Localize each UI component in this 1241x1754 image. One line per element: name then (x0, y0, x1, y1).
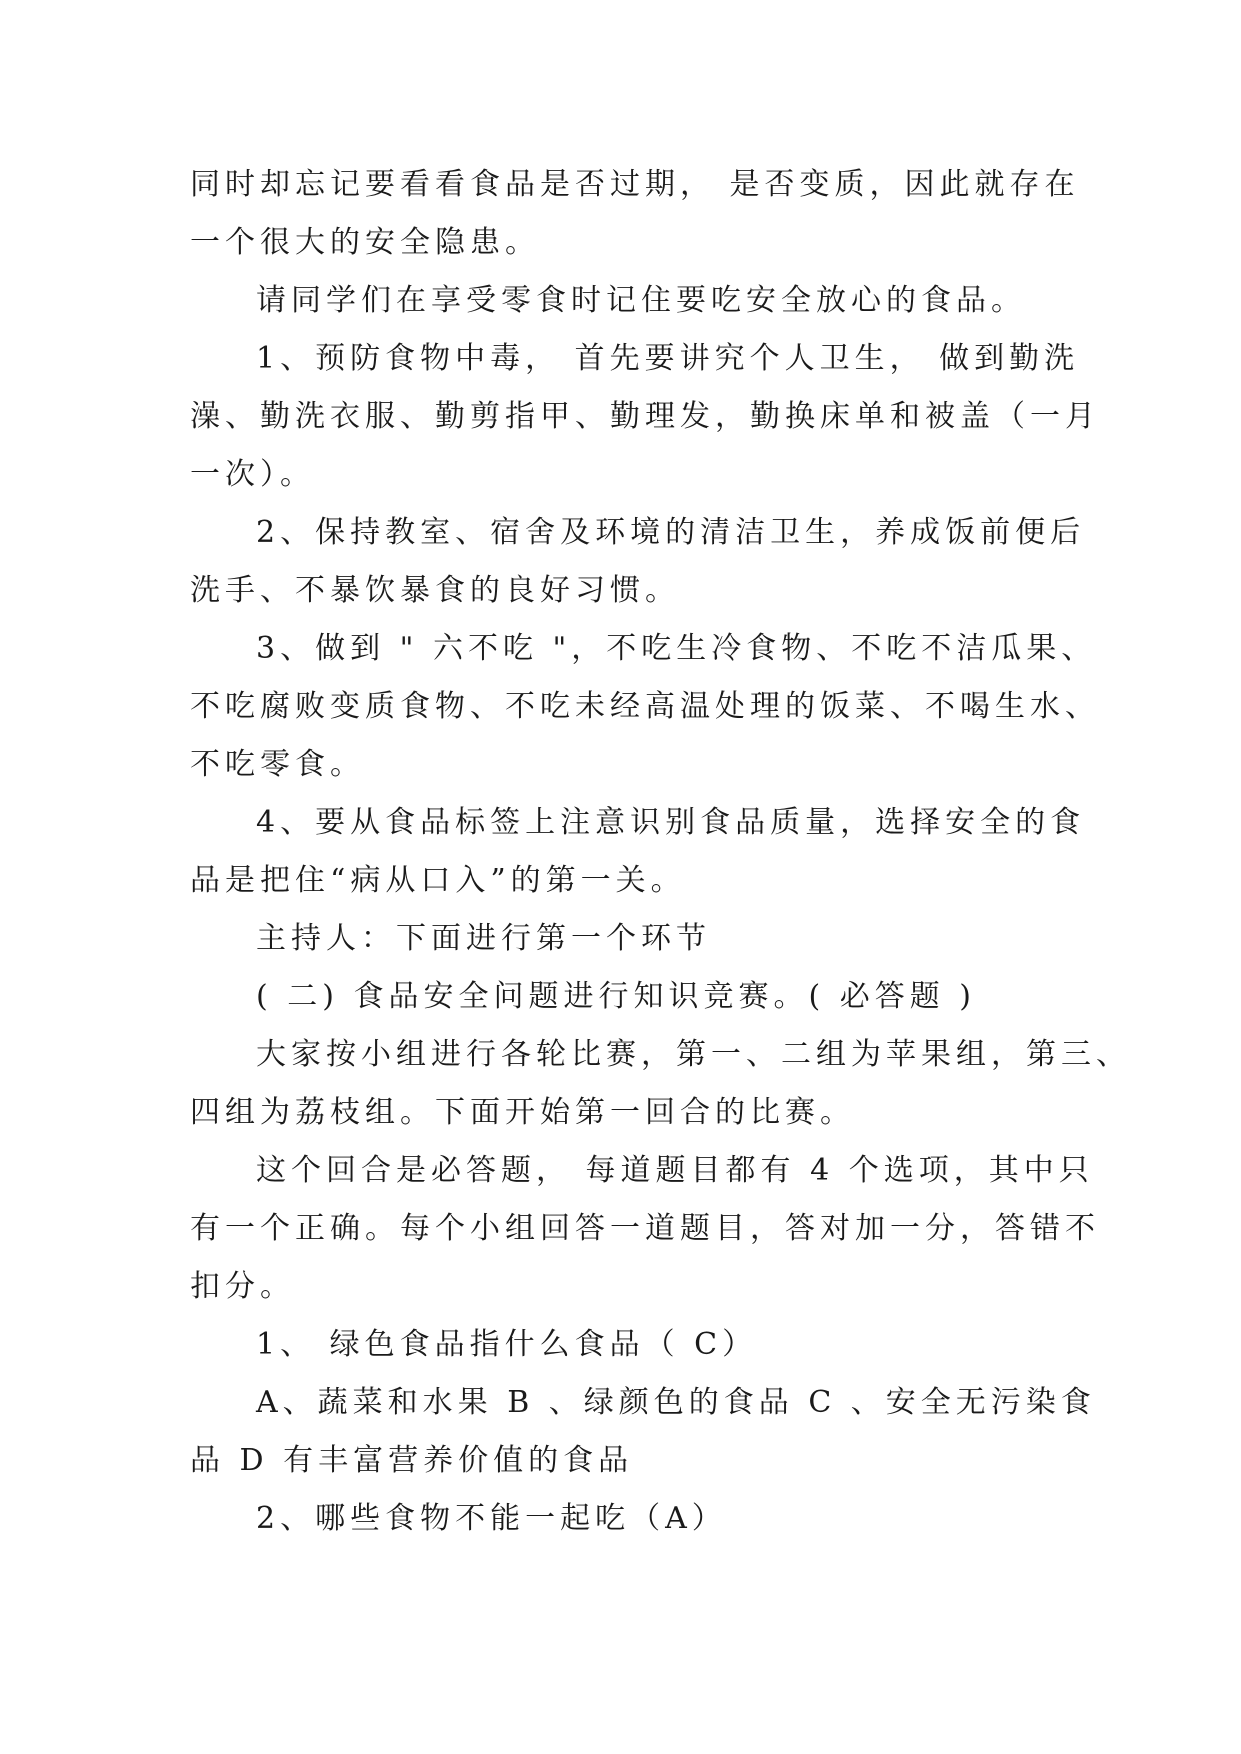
document-body (190, 156, 1131, 1548)
text-line: 扣分。 (190, 1269, 295, 1304)
answer-options-line: A、蔬菜和水果 B 、绿颜色的食品 C 、安全无污染食 (256, 1385, 1096, 1420)
paragraph-start: 这个回合是必答题， 每道题目都有 4 个选项，其中只 (256, 1153, 1094, 1188)
text-line: 不吃腐败变质食物、不吃未经高温处理的饭菜、不喝生水、 (190, 689, 1100, 724)
text-line: 有一个正确。每个小组回答一道题目，答对加一分，答错不 (190, 1211, 1100, 1246)
paragraph-start: 3、做到 " 六不吃 "，不吃生冷食物、不吃不洁瓜果、 (256, 631, 1097, 666)
question-line: 1、 绿色食品指什么食品（ C） (256, 1327, 758, 1362)
paragraph-start: 主持人：下面进行第一个环节 (256, 921, 711, 956)
text-line: 品是把住“病从口入”的第一关。 (190, 863, 686, 898)
paragraph-start: 请同学们在享受零食时记住要吃安全放心的食品。 (256, 283, 1026, 318)
text-line: 洗手、不暴饮暴食的良好习惯。 (190, 573, 680, 608)
answer-options-line: 品 D 有丰富营养价值的食品 (190, 1443, 634, 1478)
question-line: 2、哪些食物不能一起吃（A） (256, 1501, 727, 1536)
paragraph-start: 大家按小组进行各轮比赛，第一、二组为苹果组，第三、 (256, 1037, 1131, 1072)
text-line: 一个很大的安全隐患。 (190, 225, 540, 260)
text-line: 不吃零食。 (190, 747, 365, 782)
text-line: 一次）。 (190, 457, 315, 492)
text-line: 同时却忘记要看看食品是否过期， 是否变质，因此就存在 (190, 167, 1080, 202)
text-line: 四组为荔枝组。下面开始第一回合的比赛。 (190, 1095, 855, 1130)
paragraph-start: 4、要从食品标签上注意识别食品质量，选择安全的食 (256, 805, 1086, 840)
paragraph-start: 1、预防食物中毒， 首先要讲究个人卫生， 做到勤洗 (256, 341, 1080, 376)
paragraph-start: 2、保持教室、宿舍及环境的清洁卫生，养成饭前便后 (256, 515, 1086, 550)
text-line: 澡、勤洗衣服、勤剪指甲、勤理发，勤换床单和被盖（一月 (190, 399, 1100, 434)
section-heading: ( 二) 食品安全问题进行知识竞赛。( 必答题 ) (256, 979, 976, 1014)
